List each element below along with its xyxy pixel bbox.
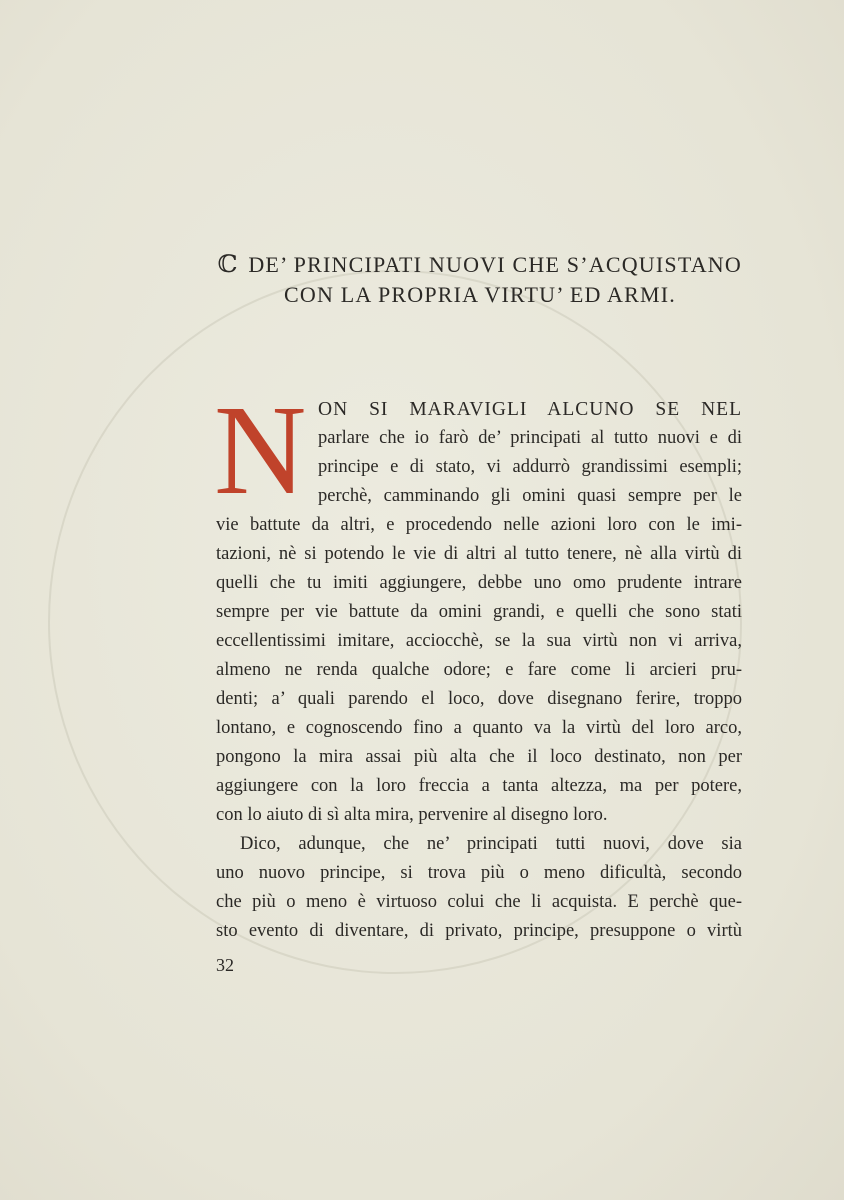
text-line: vie battute da altri, e procedendo nelle azioni loro con le imi- — [216, 515, 742, 535]
paragraph-mark-icon: ℂ — [217, 252, 239, 278]
text-line: quelli che tu imiti aggiungere, debbe uno omo prudente intrare — [216, 573, 742, 593]
text-line: parlare che io farò de’ principati al tutto nuovi e di — [318, 428, 742, 448]
body-text — [214, 379, 742, 946]
text-line: ON SI MARAVIGLI ALCUNO SE NEL — [318, 399, 742, 420]
text-line: principe e di stato, vi addurrò grandissimi esempli; — [318, 457, 742, 477]
heading-line-2: CON LA PROPRIA VIRTU’ ED ARMI. — [283, 282, 677, 307]
chapter-heading — [200, 250, 760, 310]
text-line: aggiungere con la loro freccia a tanta altezza, ma per potere, — [216, 776, 742, 796]
text-line: perchè, camminando gli omini quasi sempre per le — [318, 486, 742, 506]
page-number: 32 — [216, 955, 234, 975]
drop-cap: N — [214, 379, 307, 521]
text-line: eccellentissimi imitare, acciocchè, se la sua virtù non vi arriva, — [216, 631, 742, 651]
text-line: sempre per vie battute da omini grandi, e quelli che sono stati — [216, 602, 742, 622]
text-line: uno nuovo principe, si trova più o meno dificultà, secondo — [216, 863, 742, 883]
text-line: sto evento di diventare, di privato, principe, presuppone o virtù — [216, 921, 742, 941]
heading-line-1: ℂ DE’ PRINCIPATI NUOVI CHE S’ACQUISTANO — [217, 252, 742, 278]
text-line: tazioni, nè si potendo le vie di altri al tutto tenere, nè alla virtù di — [216, 544, 742, 564]
text-line: Dico, adunque, che ne’ principati tutti nuovi, dove sia — [240, 834, 742, 854]
text-line: pongono la mira assai più alta che il loco destinato, non per — [216, 747, 742, 767]
text-line: lontano, e cognoscendo fino a quanto va la virtù del loro arco, — [216, 718, 742, 738]
text-line: che più o meno è virtuoso colui che li acquista. E perchè que- — [216, 892, 742, 912]
text-line: almeno ne renda qualche odore; e fare come li arcieri pru- — [216, 660, 742, 680]
text-line: denti; a’ quali parendo el loco, dove disegnano ferire, troppo — [216, 689, 742, 709]
text-line: con lo aiuto di sì alta mira, pervenire al disegno loro. — [216, 805, 608, 825]
